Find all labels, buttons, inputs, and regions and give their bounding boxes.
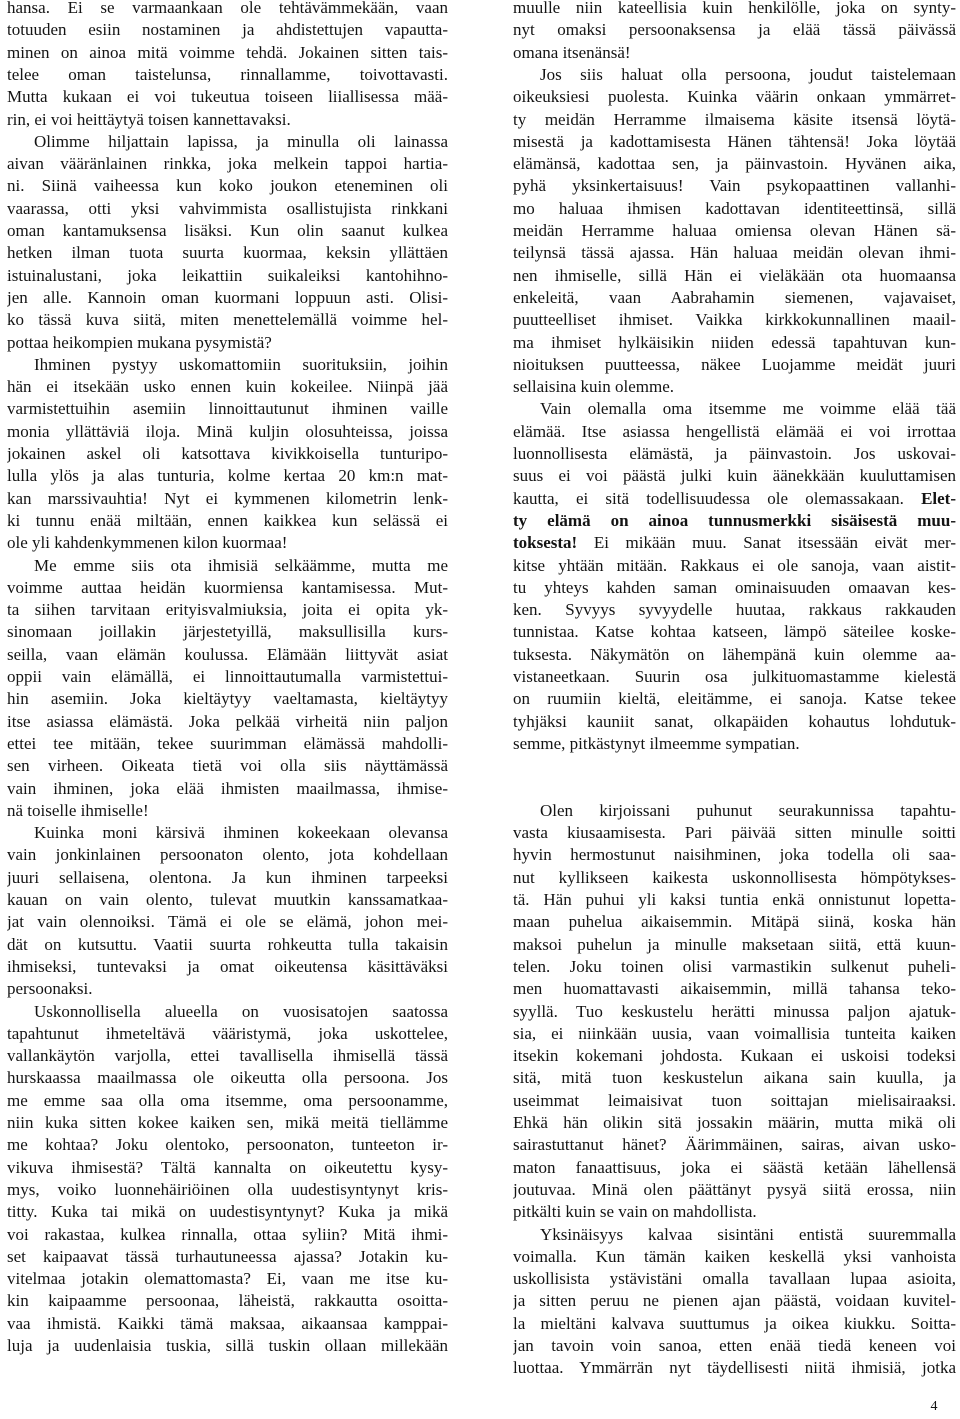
text-line: luonnollisesta elämästä, ja päinvastoin. Jos uskovai- bbox=[513, 444, 956, 463]
text-line: oppii vain elämällä, ei linnoittautumalla varmistettui- bbox=[7, 667, 448, 686]
text-line: nut kyllikseen kaikesta uskonnollisesta hömpötykses- bbox=[513, 867, 956, 887]
text-line: nen ihmiselle, sillä Hän ei vieläkään ota huomaansa bbox=[513, 265, 956, 285]
text-line bbox=[513, 778, 956, 800]
text-line: Me emme siis ota ihmisiä selkäämme, mutta me bbox=[34, 555, 448, 575]
text-line: varmistettuihin asemiin linnoittautunut ihminen vaille bbox=[7, 399, 448, 419]
text-line: hin asemiin. Joka kieltäytyy vaeltamasta, kieltäytyy bbox=[7, 689, 448, 709]
text-line: jen alle. Kannoin oman kuormani loppuun asti. Olisi- bbox=[7, 287, 448, 307]
text-line: tyhjäksi kauniit sanat, olkapäiden kohautus lohdutuk- bbox=[513, 711, 956, 731]
text-line: hän ei itsekään usko ennen kuin kokeilee. Niinpä jää bbox=[7, 377, 448, 397]
text-line: men huomattavasti aikaisemmin, millä tahansa teko- bbox=[513, 979, 956, 999]
text-line: vikuva ihmisestä? Tältä kannalta on oikeutettu kysy- bbox=[7, 1157, 448, 1177]
text-line: pitkälti kuin se vain on mahdollista. bbox=[513, 1202, 757, 1222]
text-line: vitelmaa jotakin olemattomasta? Ei, vaan me itse ku- bbox=[7, 1269, 448, 1289]
text-line: mo haluaa ihmisen kadottavan identiteettinsä, sillä bbox=[513, 198, 956, 218]
text-line: hurskaassa maailmassa ole oikeutta olla persoona. Jos bbox=[7, 1068, 448, 1088]
text-line: totuuden esiin nostaminen ja ahdistettujen vapautta- bbox=[7, 20, 448, 40]
text-line: ty meidän Herramme ilmaisema käsite itsensä löytä- bbox=[513, 109, 956, 129]
text-line: sitä, mitä tuon keskustelun aikana sain kuulla, ja bbox=[513, 1068, 956, 1088]
text-line: kin kaipaamme persoonaa, läheistä, rakkautta osoitta- bbox=[7, 1291, 448, 1311]
text-line: sen virheen. Oikeata tietä voi olla siis näyttämässä bbox=[7, 756, 448, 776]
text-line: vistaneetkaan. Suurin osa julkituomastamme kielestä bbox=[513, 667, 956, 686]
text-line: itse asiassa elämästä. Joka pelkää virheitä niin paljon bbox=[7, 711, 448, 731]
text-line: lulla ylös ja alas tunturia, kolme kertaa 20 km:n mat- bbox=[7, 466, 448, 486]
text-line: puutteelliset ihmiset. Vaikka kirkkokunnallinen maail- bbox=[513, 310, 956, 330]
text-line: ole yli kahdenkymmenen kilon kuormaa! bbox=[7, 533, 288, 553]
text-line: kan marssivauhtia! Nyt ei kymmenen kilometrin lenk- bbox=[7, 488, 448, 508]
text-line: misestä ja kadottamisesta Hänen tähtensä! Joka löytää bbox=[513, 131, 956, 151]
text-line: suus ei voi päästä julki kuin äänekkään kuuluttamisen bbox=[513, 466, 956, 486]
text-line: semme, pitkästynyt ilmeemme sympatian. bbox=[513, 733, 800, 753]
text-line: ja sitten peruu ne pienen ajan päästä, voidaan kuvitel- bbox=[513, 1291, 956, 1311]
text-line: monia yllättäviä iloja. Minä kuljin olosuhteissa, joissa bbox=[7, 421, 448, 441]
text-line: juuri sellaisena, olentona. Ja kun ihminen tarpeeksi bbox=[7, 867, 448, 887]
text-line: Ihminen pystyy uskomattomiin suorituksiin, joihin bbox=[34, 354, 448, 374]
text-line: muulle niin kateellisia kuin henkilölle, joka on synty- bbox=[513, 0, 956, 17]
text-line: oikeuksiesi puolesta. Kuinka väärin onkaan ymmärret- bbox=[513, 87, 956, 107]
text-line bbox=[513, 755, 956, 777]
text-line: enkeleitä, vaan Aabrahamin siemenen, vajavaiset, bbox=[513, 287, 956, 307]
text-line: ettei tee mitään, tekee suurimman elämässä mahdolli- bbox=[7, 733, 448, 753]
line-text: kautta, ei sitä todellisuudessa ole olemassakaan. bbox=[513, 488, 922, 508]
text-line: pottaa heikompien mukana pysymistä? bbox=[7, 332, 272, 352]
text-line: me emme saa olla oma itsemme, oma persoonamme, bbox=[7, 1090, 448, 1110]
text-line: sinomaan joillakin järjestetyillä, maksullisilla kurs- bbox=[7, 622, 448, 642]
text-line: tapahtunut ihmeteltävä vääristymä, joka uskottelee, bbox=[7, 1023, 448, 1043]
text-line: la mieltäni kalvava suuttumus ja oikea kiukku. Soitta- bbox=[513, 1313, 956, 1333]
text-line: ki tunnu enää miltään, ennen kaikkea kun selässä ei bbox=[7, 510, 448, 530]
text-line: Yksinäisyys kalvaa sisintäni entistä suuremmalla bbox=[540, 1224, 956, 1244]
text-line: aivan vääränlainen rinkka, joka melkein tappoi hartia- bbox=[7, 154, 448, 174]
text-line: hansa. Ei se varmaankaan ole tehtävämmekään, vaan bbox=[7, 0, 448, 17]
text-line: istuinalustani, joka leikattiin suikaleiksi kantohihno- bbox=[7, 265, 448, 285]
text-line: me kohtaa? Joku olentoko, persoonaton, tunteeton ir- bbox=[7, 1135, 448, 1155]
text-line: seilla, vaan elämän koulussa. Elämään liittyvät asiat bbox=[7, 644, 448, 664]
text-line: sellaisina kuin olemme. bbox=[513, 377, 674, 397]
text-line: vallankäytön varjolla, ettei tavallisella ihmisellä tässä bbox=[7, 1046, 448, 1066]
text-line: set kaipaavat tässä turhautuneessa ajassa? Jotakin ku- bbox=[7, 1246, 448, 1266]
text-line: nioituksen puutteessa, näkee Luojamme meidät juuri bbox=[513, 354, 956, 374]
text-line: meidän Herramme haluaa omiensa olevan Hänen sä- bbox=[513, 221, 956, 240]
text-line: vain jonkinlainen persoonaton olento, jota kohdellaan bbox=[7, 845, 448, 865]
text-line: hetken ilman tuota suurta kuormaa, keksin yllättäen bbox=[7, 243, 448, 263]
text-line: nä toiselle ihmiselle! bbox=[7, 800, 149, 820]
text-line: pyhä yksinkertaisuus! Vain psykopaattinen vallanhi- bbox=[513, 176, 956, 196]
text-line: jat vain olennoiksi. Tämä ei ole se elämä, johon mei- bbox=[7, 912, 448, 932]
text-line: telee oman taistelunsa, rinnallamme, toivottavasti. bbox=[7, 64, 448, 84]
text-line: jokainen askel oli katsottava kivikkoisella tunturipo- bbox=[7, 444, 448, 463]
text-line: telen. Joku toinen olisi varmastikin sulkenut puheli- bbox=[513, 956, 956, 976]
text-line: Olen kirjoissani puhunut seurakunnissa tapahtu- bbox=[540, 800, 956, 820]
text-line: tunnistaa. Katse kohtaa katseen, lämpö säteilee koske- bbox=[513, 622, 956, 642]
text-line: sia, ei niinkään uusia, vaan voimallisia tunteita kaiken bbox=[513, 1023, 956, 1043]
text-line: luottaa. Ymmärrän nyt täydellisesti niitä ihmisiä, jotka bbox=[513, 1358, 956, 1378]
text-line: Kuinka moni kärsivä ihminen kokeekaan olevansa bbox=[34, 823, 448, 843]
text-line: vasta kiusaamisesta. Pari päivää sitten minulle soitti bbox=[513, 823, 956, 843]
text-line: sairastuttanut hänet? Äärimmäinen, sairas, aivan usko- bbox=[513, 1135, 956, 1155]
text-line: uskollisista ystävistäni omalla tavallaan lupaa asioita, bbox=[513, 1269, 956, 1289]
text-line: elämää. Itse asiassa hengellistä elämää ei voi irrottaa bbox=[513, 421, 956, 441]
text-line: ihmiseksi, tuntevaksi ja omat oikeutensa käsittäväksi bbox=[7, 956, 448, 976]
text-line bbox=[513, 488, 956, 510]
text-line: voimalla. Kun tämän kaiken keskellä yksi vanhoista bbox=[513, 1246, 956, 1266]
text-line: itsekin kokemani johdosta. Kukaan ei uskoisi todeksi bbox=[513, 1046, 956, 1066]
text-line: dät on kutsuttu. Vaatii suurta rohkeutta tulla takaisin bbox=[7, 934, 448, 954]
text-line: Olimme hiljattain lapissa, ja minulla oli lainassa bbox=[34, 131, 448, 151]
text-line: vaa ihmistä. Kaikki tämä maksaa, aikaansaa kamppai- bbox=[7, 1313, 448, 1333]
text-line: Ehkä hän olikin sitä jossakin määrin, mutta mikä oli bbox=[513, 1113, 956, 1132]
text-line: voimme auttaa heidän kuormiensa kantamisessa. Mut- bbox=[7, 577, 448, 597]
text-line: tu yhteys kahden saman ominaisuuden omaavan kes- bbox=[513, 577, 956, 597]
emphasis-text: toksesta! bbox=[513, 533, 578, 553]
text-line: maan puhelua aikaisemmin. Mitäpä siinä, koska hän bbox=[513, 912, 956, 932]
line-text: Ei mikään muu. Sanat itsessään eivät mer- bbox=[577, 533, 956, 553]
text-line: syyllä. Tuo keskustelu herätti minussa paljon ajatuk- bbox=[513, 1001, 956, 1021]
text-line: tuksesta. Näkymätön on lähempänä kuin olemme aa- bbox=[513, 644, 956, 664]
text-line: kauan on vain olento, tulevat muutkin kanssamatkaa- bbox=[7, 890, 448, 909]
text-line: ko tässä kuva siitä, miten menettelemällä voimme hel- bbox=[7, 310, 448, 330]
text-line bbox=[513, 510, 956, 532]
text-line: jan tavoin voin sanoa, etten enää tiedä keneen voi bbox=[513, 1336, 956, 1355]
text-line: luja ja uudenlaisia tuskia, sillä tuskin ollaan millekään bbox=[7, 1336, 448, 1355]
text-line: oman kantamuksensa lisäksi. Kun olin saanut kulkea bbox=[7, 221, 448, 240]
text-line: Mutta kukaan ei voi tukeutua toiseen liiallisessa mää- bbox=[7, 87, 448, 107]
emphasis-text: ty elämä on ainoa tunnusmerkki sisäisestä muu- bbox=[513, 510, 956, 530]
text-line: joutuvaa. Minä olen päättänyt pysyä siitä erossa, niin bbox=[513, 1179, 956, 1199]
text-line: ni. Siinä vaiheessa kun koko joukon eteneminen oli bbox=[7, 176, 448, 196]
emphasis-text: Elet- bbox=[921, 488, 956, 508]
text-line: Uskonnollisella alueella on vuosisatojen saatossa bbox=[34, 1001, 448, 1021]
text-line: maksoi puhelun ja minulle maksetaan siitä, että kuun- bbox=[513, 934, 956, 954]
text-line: vain ihminen, joka elää ihmisten maailmassa, ihmise- bbox=[7, 778, 448, 798]
text-line: titty. Kuka tai mikä on uudestisyntynyt? Kuka ja mikä bbox=[7, 1202, 448, 1222]
page-number: 4 bbox=[930, 1399, 938, 1414]
text-line: ken. Syvyys syvyydelle huutaa, rakkaus rakkauden bbox=[513, 600, 956, 620]
text-line: ma ihmiset hylkäisikin niiden edessä tapahtuvan kun- bbox=[513, 332, 956, 352]
text-line: nyt omaksi persoonaksensa ja elää tässä päivässä bbox=[513, 20, 956, 40]
text-line: useimmat leimaisivat tuon soittajan mielisairaaksi. bbox=[513, 1090, 956, 1110]
text-line: persoonaksi. bbox=[7, 979, 93, 999]
text-line: rin, ei voi heittäytyä toisen kannettavaksi. bbox=[7, 109, 291, 129]
text-line: teilynsä tässä ajassa. Hän haluaa meidän olevan ihmi- bbox=[513, 243, 956, 263]
text-line: kitse yhtään mitään. Rakkaus ei ole sanoja, vaan aistit- bbox=[513, 555, 956, 575]
text-line: hyvin hermostunut naisihminen, joka todella oli saa- bbox=[513, 845, 956, 865]
text-line: vaarassa, otti yksi vahvimmista osallistujista rinkkani bbox=[7, 198, 448, 218]
text-line bbox=[513, 532, 956, 554]
text-line: mys, voiko luonnehäiriöinen olla uudestisyntynyt kris- bbox=[7, 1179, 448, 1199]
text-line: ta siihen tarvitaan erityisvalmiuksia, joita ei opita yk- bbox=[7, 600, 448, 620]
text-line: niin kuka sitten kokee kaiken sen, mikä meitä tiellämme bbox=[7, 1113, 448, 1132]
text-line: maton fanaattisuus, joka ei säästä ketään lähellensä bbox=[513, 1157, 956, 1177]
text-line: on ruumiin kieltä, eleitämme, ei sanoja. Katse tekee bbox=[513, 689, 956, 709]
text-line: Vain olemalla oma itsemme me voimme elää tää bbox=[540, 399, 956, 419]
text-line: omana itsenänsä! bbox=[513, 42, 631, 62]
text-line: voi rakastaa, kulkea rinnalla, ottaa syliin? Mitä ihmi- bbox=[7, 1224, 448, 1244]
text-line: elämänsä, kadottaa sen, ja päinvastoin. Hyvänen aika, bbox=[513, 154, 956, 174]
text-line: Jos siis haluat olla persoona, joudut taistelemaan bbox=[540, 64, 956, 84]
text-line: tä. Hän puhui yli kaksi tuntia enkä onnistunut lopetta- bbox=[513, 890, 956, 909]
text-line: minen on ainoa mitä voimme tehdä. Jokainen sitten tais- bbox=[7, 42, 448, 62]
